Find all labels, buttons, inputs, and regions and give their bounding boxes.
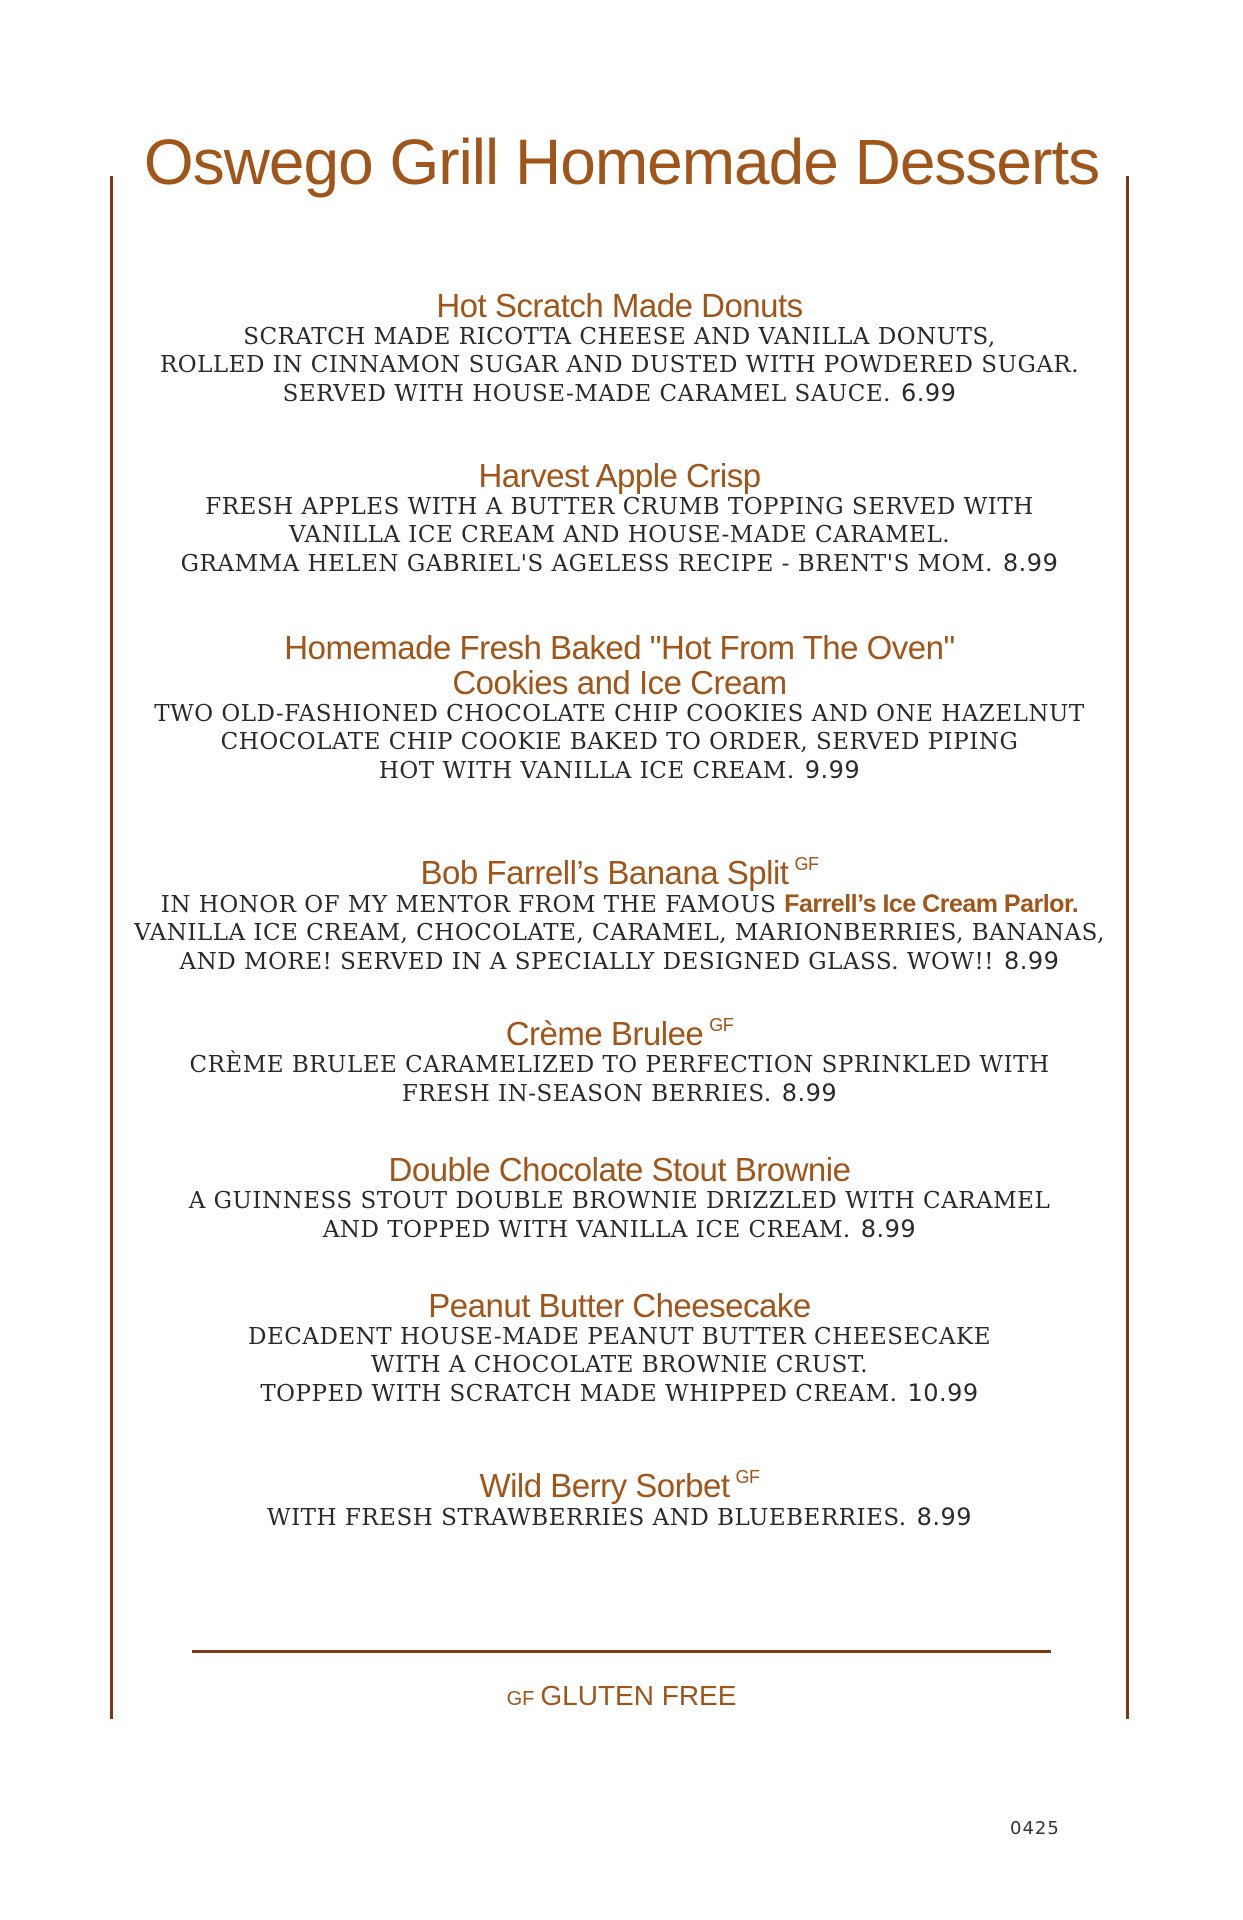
item-name: Homemade Fresh Baked "Hot From The Oven" [284,629,955,666]
dessert-item-cheesecake [113,1288,1126,1408]
item-price: 6.99 [900,379,957,407]
description-text: AND TOPPED WITH VANILLA ICE CREAM. [322,1217,851,1243]
dessert-item-donuts [113,288,1126,408]
item-name-text: Bob Farrell’s Banana Split [420,854,789,891]
footer-divider [192,1650,1051,1653]
item-name: Harvest Apple Crisp [478,457,761,494]
item-price: 8.99 [916,1503,973,1531]
description-text: TOPPED WITH SCRATCH MADE WHIPPED CREAM. [260,1381,898,1407]
item-name [113,1460,1126,1503]
description-line [113,1503,1126,1532]
item-price: 9.99 [804,756,861,784]
form-code: 0425 [1010,1818,1060,1839]
description-text: SERVED WITH HOUSE-MADE CARAMEL SAUCE. [282,381,891,407]
description-text: WITH FRESH STRAWBERRIES AND BLUEBERRIES. [266,1505,907,1531]
description-line: CRÈME BRULEE CARAMELIZED TO PERFECTION SPRINKLED WITH [189,1052,1050,1078]
description-line: VANILLA ICE CREAM AND HOUSE-MADE CARAMEL. [288,522,951,548]
description-line: TWO OLD-FASHIONED CHOCOLATE CHIP COOKIES AND ONE HAZELNUT [154,701,1085,727]
item-name [113,1008,1126,1051]
item-description [113,1503,1126,1532]
description-line: A GUINNESS STOUT DOUBLE BROWNIE DRIZZLED WITH CARAMEL [188,1188,1051,1214]
description-line: CHOCOLATE CHIP COOKIE BAKED TO ORDER, SERVED PIPING [220,729,1019,755]
description-line: VANILLA ICE CREAM, CHOCOLATE, CARAMEL, MARIONBERRIES, BANANAS, [134,920,1105,946]
description-line [113,756,1126,785]
item-name: Hot Scratch Made Donuts [436,287,803,324]
item-price: 8.99 [1004,947,1060,975]
dessert-item-banana-split [113,847,1126,976]
description-line: SCRATCH MADE RICOTTA CHEESE AND VANILLA DONUTS, [243,324,996,350]
farrells-ice-cream-parlor-highlight: Farrell’s Ice Cream Parlor. [784,890,1079,918]
gluten-free-legend [0,1680,1243,1712]
right-border [1126,176,1129,1719]
item-name-text: Crème Brulee [505,1015,704,1052]
description-line [113,1079,1126,1108]
description-text: HOT WITH VANILLA ICE CREAM. [378,758,795,784]
item-name-text: Wild Berry Sorbet [479,1467,730,1504]
description-line [113,947,1126,976]
description-line: ROLLED IN CINNAMON SUGAR AND DUSTED WITH POWDERED SUGAR. [159,352,1080,378]
gluten-free-badge: GF [709,1015,734,1035]
item-price: 10.99 [907,1379,979,1407]
item-name: Cookies and Ice Cream [452,664,787,701]
dessert-item-apple-crisp [113,458,1126,578]
gluten-free-abbr: GF [506,1688,535,1710]
item-description [113,890,1126,976]
item-description [113,700,1126,785]
description-text: GRAMMA HELEN GABRIEL'S AGELESS RECIPE - BRENT'S MOM. [180,551,993,577]
dessert-item-sorbet [113,1460,1126,1532]
description-text: IN HONOR OF MY MENTOR FROM THE FAMOUS [160,892,777,918]
gluten-free-label: GLUTEN FREE [540,1680,737,1711]
menu-title: Oswego Grill Homemade Desserts [143,126,1100,198]
dessert-item-creme-brulee [113,1008,1126,1108]
gluten-free-badge: GF [794,854,819,874]
item-name [113,847,1126,890]
gluten-free-badge: GF [735,1467,760,1487]
item-name: Peanut Butter Cheesecake [428,1287,811,1324]
description-line [113,890,1126,919]
description-text: AND MORE! SERVED IN A SPECIALLY DESIGNED GLASS. WOW!! [179,949,995,975]
item-description [113,1323,1126,1408]
description-line: FRESH APPLES WITH A BUTTER CRUMB TOPPING SERVED WITH [205,494,1034,520]
description-line [113,1215,1126,1244]
dessert-list [113,288,1126,1576]
description-line: DECADENT HOUSE-MADE PEANUT BUTTER CHEESECAKE [248,1324,991,1350]
description-line [113,379,1126,408]
item-description [113,493,1126,578]
dessert-item-cookies [113,630,1126,785]
item-description [113,323,1126,408]
item-price: 8.99 [1002,549,1059,577]
description-line [113,549,1126,578]
description-line [113,1379,1126,1408]
item-description [113,1187,1126,1244]
item-price: 8.99 [781,1079,838,1107]
item-name: Double Chocolate Stout Brownie [388,1151,851,1188]
item-description [113,1051,1126,1108]
description-line: WITH A CHOCOLATE BROWNIE CRUST. [370,1352,869,1378]
dessert-item-brownie [113,1152,1126,1244]
description-text: FRESH IN-SEASON BERRIES. [401,1081,772,1107]
item-price: 8.99 [860,1215,917,1243]
